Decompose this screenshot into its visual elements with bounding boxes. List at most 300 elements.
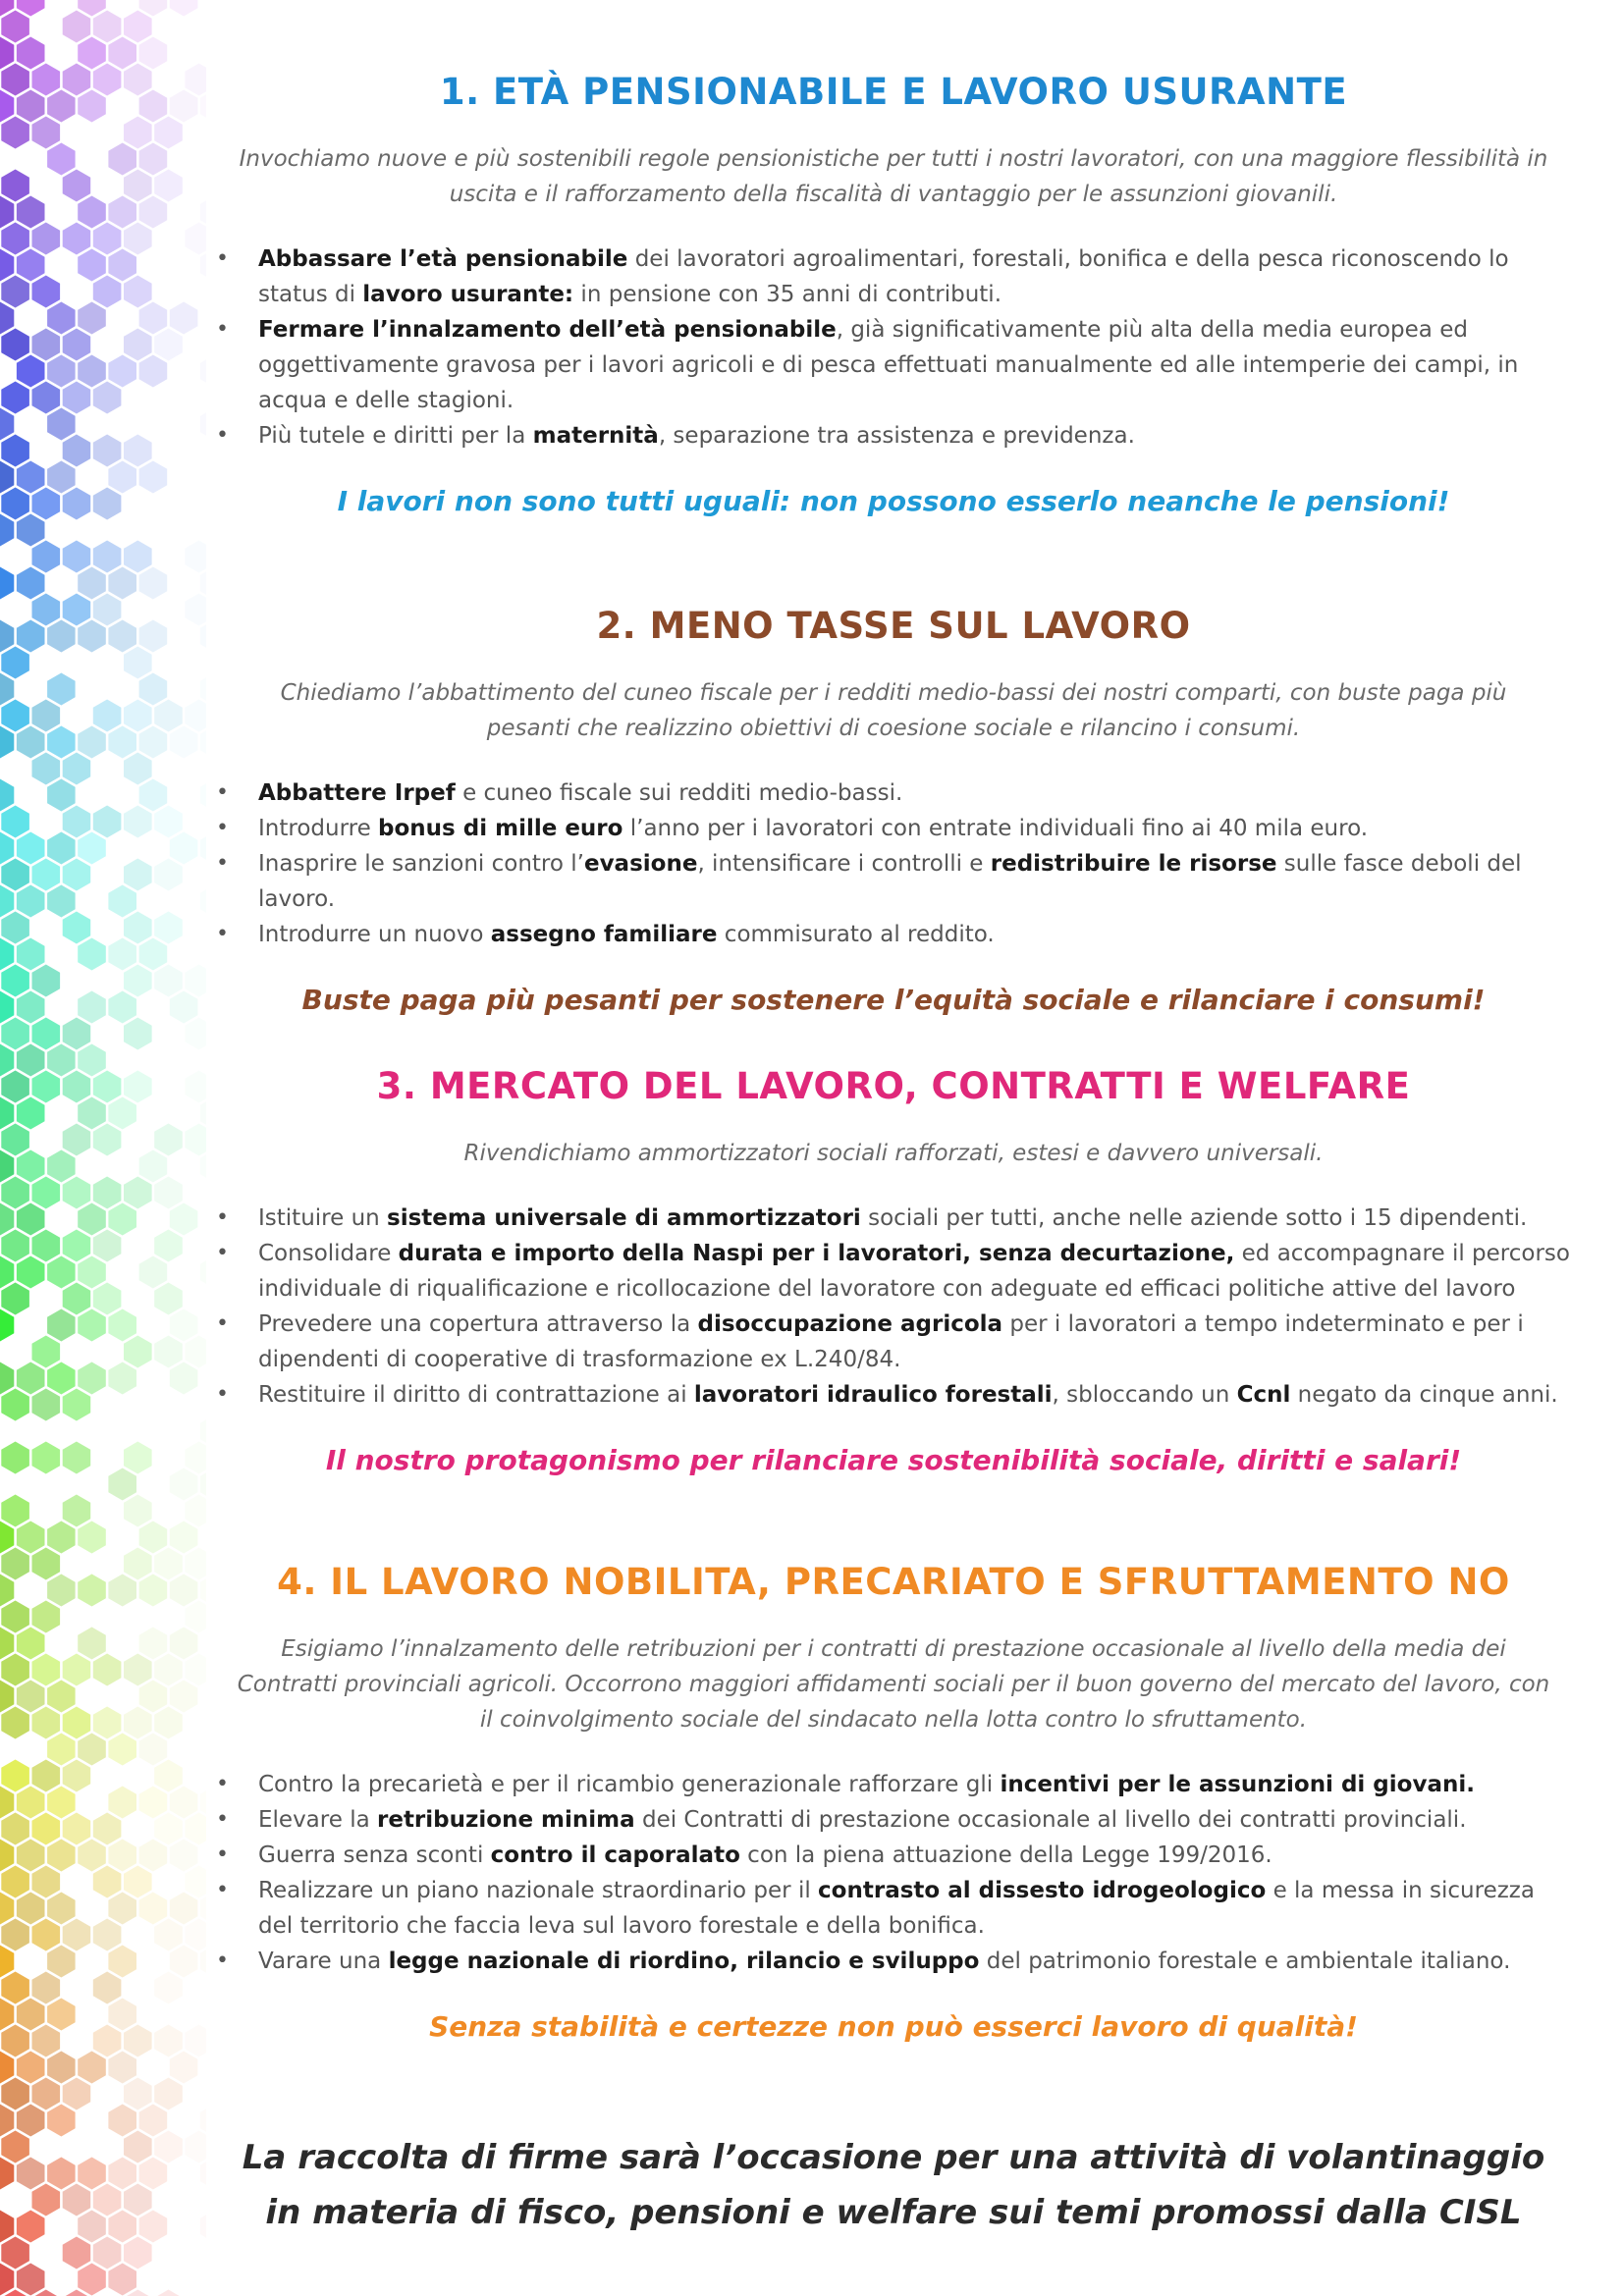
bullet-item [216, 1377, 1571, 1413]
hexagon-tile [170, 1840, 198, 1872]
hexagon-tile [47, 1150, 76, 1183]
hexagon-tile [63, 223, 90, 255]
hexagon-tile [139, 1734, 168, 1766]
section-pension [216, 71, 1571, 520]
hexagon-tile [32, 1548, 61, 1580]
section-precarious-work [216, 1561, 1571, 2046]
bullet-text: Introdurre un nuovo [258, 922, 491, 947]
hexagon-tile [185, 1813, 206, 1845]
hexagon-tile [1, 64, 29, 96]
hexagon-tile [63, 1813, 90, 1845]
hexagon-tile [17, 2211, 45, 2243]
hexagon-tile [17, 991, 45, 1024]
hexagon-tile [124, 64, 152, 96]
hexagon-tile [200, 2158, 206, 2190]
hexagon-tile [0, 1522, 14, 1554]
hexagon-tile [47, 408, 76, 441]
hexagon-tile [1, 1601, 29, 1633]
hexagon-tile [108, 461, 136, 494]
hexagon-tile [154, 1124, 183, 1156]
hexagon-tile [200, 408, 206, 441]
hexagon-tile [47, 1946, 76, 1978]
hexagon-tile [78, 302, 106, 335]
hexagon-tile [78, 1840, 106, 1872]
hexagon-tile [0, 938, 14, 971]
hexagon-tile [17, 249, 45, 282]
bullet-bold-text: disoccupazione agricola [697, 1311, 1003, 1337]
bullet-text: negato da cinque anni. [1290, 1382, 1558, 1408]
hexagon-tile [0, 726, 14, 759]
bullet-text: Istituire un [258, 1205, 388, 1231]
hexagon-tile [17, 1097, 45, 1130]
hexagon-tile [139, 1681, 168, 1713]
hexagon-tile [154, 912, 183, 944]
hexagon-tile [0, 1097, 14, 1130]
hexagon-tile [108, 2105, 136, 2137]
hexagon-tile [139, 1893, 168, 1925]
hexagon-tile [32, 594, 61, 626]
hexagon-tile [1, 1442, 29, 1474]
hexagon-tile [185, 1336, 206, 1368]
hexagon-tile [124, 1654, 152, 1686]
hexagon-tile [108, 1468, 136, 1501]
hexagon-tile [1, 2025, 29, 2057]
hexagon-tile [47, 885, 76, 918]
hexagon-tile [108, 2052, 136, 2084]
hexagon-tile [0, 461, 14, 494]
hexagon-tile [170, 1575, 198, 1607]
hexagon-tile [17, 514, 45, 547]
hexagon-tile [63, 382, 90, 414]
hexagon-tile [1, 1495, 29, 1527]
hexagon-tile [17, 567, 45, 600]
hexagon-tile [0, 1150, 14, 1183]
hexagon-tile [108, 885, 136, 918]
hexagon-tile [47, 2158, 76, 2190]
hexagon-tile [124, 276, 152, 308]
bullet-text: commisurato al reddito. [717, 922, 995, 947]
hexagon-tile [78, 726, 106, 759]
hexagon-tile [63, 1283, 90, 1315]
hexagon-tile [0, 2211, 14, 2243]
hexagon-tile [185, 541, 206, 573]
hexagon-tile [63, 1495, 90, 1527]
bullet-text: sociali per tutti, anche nelle aziende sotto i 15 dipendenti. [860, 1205, 1528, 1231]
hexagon-tile [154, 806, 183, 838]
hexagon-tile [32, 541, 61, 573]
hexagon-tile [200, 1893, 206, 1925]
hexagon-tile [108, 620, 136, 653]
hexagon-tile [93, 594, 122, 626]
hexagon-tile [1, 1283, 29, 1315]
hexagon-tile [154, 1707, 183, 1739]
hexagon-tile [17, 2105, 45, 2137]
hexagon-tile [1, 1548, 29, 1580]
decorative-honeycomb-border [0, 0, 206, 2296]
hexagon-tile [47, 1787, 76, 1819]
hexagon-tile [108, 1362, 136, 1395]
hexagon-tile [185, 1548, 206, 1580]
hexagon-tile [63, 2237, 90, 2269]
hexagon-tile [78, 1362, 106, 1395]
hexagon-tile [63, 541, 90, 573]
bullet-item [216, 1307, 1571, 1377]
hexagon-tile [47, 1522, 76, 1554]
hexagon-tile [0, 1309, 14, 1342]
hexagon-tile [124, 2184, 152, 2216]
hexagon-tile [47, 302, 76, 335]
hexagon-tile [17, 1150, 45, 1183]
section-intro: Chiediamo l’abbattimento del cuneo fiscale per i redditi medio-bassi dei nostri comparti, con buste paga più pesanti che realizzino obiettivi di coesione sociale e rilancino i consumi. [280, 680, 1507, 741]
hexagon-tile [78, 832, 106, 865]
hexagon-tile [1, 1124, 29, 1156]
hexagon-tile [63, 11, 90, 43]
hexagon-tile [78, 196, 106, 229]
hexagon-tile [93, 1919, 122, 1951]
hexagon-tile [63, 806, 90, 838]
closing-line-2: in materia di fisco, pensioni e welfare sui temi promossi dalla CISL [265, 2193, 1522, 2232]
hexagon-tile [32, 1336, 61, 1368]
hexagon-tile [47, 726, 76, 759]
bullet-text: , intensificare i controlli e [697, 851, 991, 877]
hexagon-tile [32, 753, 61, 785]
hexagon-tile [63, 435, 90, 467]
hexagon-tile [1, 276, 29, 308]
hexagon-tile [32, 965, 61, 997]
hexagon-tile [78, 1203, 106, 1236]
hexagon-tile [17, 2264, 45, 2296]
bullet-text: in pensione con 35 anni di contributi. [573, 282, 1002, 307]
hexagon-tile [32, 1654, 61, 1686]
document-body [216, 0, 1571, 2296]
hexagon-tile [0, 1999, 14, 2031]
bullet-bold-text: maternità [532, 423, 659, 449]
hexagon-tile [124, 1548, 152, 1580]
hexagon-tile [0, 1893, 14, 1925]
hexagon-tile [170, 1946, 198, 1978]
hexagon-tile [200, 1787, 206, 1819]
bullet-text: Inasprire le sanzioni contro l’ [258, 851, 584, 877]
section-title: 2. MENO TASSE SUL LAVORO [596, 605, 1191, 647]
hexagon-tile [185, 64, 206, 96]
hexagon-tile [0, 1256, 14, 1289]
hexagon-tile [170, 1893, 198, 1925]
hexagon-tile [154, 1336, 183, 1368]
bullet-list [216, 1201, 1571, 1413]
hexagon-tile [78, 1734, 106, 1766]
hexagon-tile [1, 1177, 29, 1209]
bullet-text: l’anno per i lavoratori con entrate individuali fino ai 40 mila euro. [623, 816, 1369, 841]
bullet-item [216, 846, 1571, 917]
hexagon-tile [154, 1177, 183, 1209]
hexagon-tile [139, 2211, 168, 2243]
hexagon-tile [78, 938, 106, 971]
hexagon-tile [17, 1893, 45, 1925]
hexagon-tile [93, 2184, 122, 2216]
hexagon-tile [17, 832, 45, 865]
bullet-item [216, 241, 1571, 312]
hexagon-tile [1, 806, 29, 838]
bullet-item [216, 1873, 1571, 1944]
bullet-bold-text: Abbassare l’età pensionabile [258, 246, 628, 272]
hexagon-tile [47, 143, 76, 176]
hexagon-tile [93, 1813, 122, 1845]
hexagon-tile [154, 2025, 183, 2057]
hexagon-tile [108, 2158, 136, 2190]
hexagon-tile [0, 2264, 14, 2296]
hexagon-tile [78, 37, 106, 70]
hexagon-tile [93, 1972, 122, 2004]
hexagon-tile [108, 355, 136, 388]
hexagon-tile [32, 382, 61, 414]
hexagon-tile [0, 832, 14, 865]
hexagon-tile [139, 1840, 168, 1872]
hexagon-tile [78, 249, 106, 282]
hexagon-tile [139, 620, 168, 653]
section-intro: Rivendichiamo ammortizzatori sociali rafforzati, estesi e davvero universali. [463, 1141, 1324, 1166]
hexagon-tile [47, 1681, 76, 1713]
hexagon-tile [108, 1787, 136, 1819]
hexagon-tile [93, 1071, 122, 1103]
hexagon-tile [93, 488, 122, 520]
hexagon-tile [1, 382, 29, 414]
hexagon-tile [0, 1840, 14, 1872]
hexagon-tile [32, 1018, 61, 1050]
bullet-text: Più tutele e diritti per la [258, 423, 533, 449]
hexagon-tile [0, 620, 14, 653]
hexagon-tile [1, 1866, 29, 1898]
hexagon-tile [185, 1124, 206, 1156]
hexagon-tile [78, 355, 106, 388]
hexagon-tile [1, 1230, 29, 1262]
hexagon-tile [32, 1760, 61, 1792]
hexagon-tile [154, 329, 183, 361]
hexagon-tile [47, 90, 76, 123]
hexagon-tile [17, 1362, 45, 1395]
hexagon-tile [200, 1468, 206, 1501]
hexagon-tile [0, 779, 14, 812]
section-intro: Invochiamo nuove e più sostenibili regole pensionistiche per tutti i nostri lavoratori, con una maggiore flessibilità in uscita e il rafforzamento della fiscalità di vantaggio per le assunzioni giovanili. [239, 146, 1548, 207]
bullet-text: Introdurre [258, 816, 379, 841]
hexagon-tile [1, 647, 29, 679]
hexagon-tile [1, 488, 29, 520]
hexagon-tile [170, 991, 198, 1024]
hexagon-tile [185, 2131, 206, 2163]
bullet-item [216, 1767, 1571, 1802]
hexagon-tile [32, 1707, 61, 1739]
hexagon-tile [139, 1628, 168, 1660]
hexagon-tile [93, 1866, 122, 1898]
bullet-item [216, 1802, 1571, 1838]
hexagon-tile [93, 2237, 122, 2269]
hexagon-tile [78, 567, 106, 600]
hexagon-tile [200, 196, 206, 229]
hexagon-tile [185, 1495, 206, 1527]
hexagon-tile [139, 2105, 168, 2137]
hexagon-tile [0, 2052, 14, 2084]
hexagon-tile [63, 1760, 90, 1792]
hexagon-tile [78, 1256, 106, 1289]
hexagon-tile [63, 64, 90, 96]
bullet-bold-text: lavoratori idraulico forestali [693, 1382, 1053, 1408]
hexagon-tile [17, 2052, 45, 2084]
bullet-list [216, 1767, 1571, 1979]
hexagon-tile [124, 2025, 152, 2057]
hexagon-tile [185, 1866, 206, 1898]
hexagon-tile [93, 435, 122, 467]
hexagon-tile [17, 355, 45, 388]
hexagon-tile [1, 965, 29, 997]
hexagon-tile [1, 2237, 29, 2269]
hexagon-tile [32, 1442, 61, 1474]
hexagon-tile [63, 1919, 90, 1951]
bullet-bold-text: durata e importo della Naspi per i lavoratori, senza decurtazione, [398, 1241, 1235, 1266]
hexagon-tile [0, 37, 14, 70]
hexagon-tile [17, 1787, 45, 1819]
hexagon-tile [200, 2211, 206, 2243]
hexagon-tile [108, 1575, 136, 1607]
bullet-text: ed accompagnare il percorso individuale di riqualificazione e ricollocazione del lavoratore con adeguate ed efficaci politiche attive del lavoro [258, 1241, 1570, 1302]
hexagon-tile [63, 1654, 90, 1686]
hexagon-tile [32, 1601, 61, 1633]
hexagon-tile [32, 859, 61, 891]
hexagon-tile [124, 1018, 152, 1050]
hexagon-tile [0, 249, 14, 282]
hexagon-tile [124, 647, 152, 679]
hexagon-tile [17, 1256, 45, 1289]
hexagon-tile [47, 1575, 76, 1607]
section-slogan: Il nostro protagonismo per rilanciare sostenibilità sociale, diritti e salari! [325, 1444, 1462, 1476]
hexagon-tile [78, 991, 106, 1024]
hexagon-tile [170, 302, 198, 335]
hexagon-tile [32, 329, 61, 361]
hexagon-tile [63, 1442, 90, 1474]
hexagon-tile [139, 1575, 168, 1607]
hexagon-tile [17, 1628, 45, 1660]
hexagon-tile [32, 117, 61, 149]
section-title: 4. IL LAVORO NOBILITA, PRECARIATO E SFRUTTAMENTO NO [277, 1561, 1510, 1603]
hexagon-tile [185, 223, 206, 255]
section-title: 3. MERCATO DEL LAVORO, CONTRATTI E WELFARE [376, 1065, 1411, 1107]
hexagon-tile [108, 567, 136, 600]
hexagon-tile [78, 2211, 106, 2243]
hexagon-tile [32, 64, 61, 96]
hexagon-tile [154, 1548, 183, 1580]
hexagon-tile [93, 382, 122, 414]
hexagon-tile [93, 64, 122, 96]
hexagon-tile [124, 912, 152, 944]
hexagon-tile [17, 461, 45, 494]
hexagon-tile [200, 885, 206, 918]
hexagon-tile [32, 2078, 61, 2110]
hexagon-tile [47, 1309, 76, 1342]
hexagon-tile [63, 1177, 90, 1209]
hexagon-tile [93, 700, 122, 732]
hexagon-tile [124, 223, 152, 255]
hexagon-tile [170, 1309, 198, 1342]
hexagon-tile [154, 170, 183, 202]
hexagon-tile [154, 1972, 183, 2004]
hexagon-tile [1, 1654, 29, 1686]
hexagon-tile [47, 1734, 76, 1766]
hexagon-tile [0, 1203, 14, 1236]
bullet-bold-text: assegno familiare [490, 922, 718, 947]
hexagon-tile [170, 1203, 198, 1236]
hexagon-tile [78, 620, 106, 653]
hexagon-tile [124, 965, 152, 997]
hexagon-tile [108, 1999, 136, 2031]
bullet-text: dei Contratti di prestazione occasionale al livello dei contratti provinciali. [634, 1807, 1467, 1833]
bullet-text: , sbloccando un [1052, 1382, 1237, 1408]
bullet-bold-text: retribuzione minima [377, 1807, 635, 1833]
hexagon-tile [124, 329, 152, 361]
hexagon-tile [154, 1230, 183, 1262]
hexagon-tile [1, 2131, 29, 2163]
hexagon-tile [1, 1919, 29, 1951]
hexagon-tile [185, 594, 206, 626]
hexagon-tile [78, 1309, 106, 1342]
bullet-bold-text: contro il caporalato [490, 1842, 740, 1868]
hexagon-tile [185, 2025, 206, 2057]
hexagon-tile [185, 1601, 206, 1633]
bullet-bold-text: evasione [583, 851, 698, 877]
hexagon-tile [200, 249, 206, 282]
hexagon-tile [63, 594, 90, 626]
bullet-text: Contro la precarietà e per il ricambio generazionale rafforzare gli [258, 1772, 1001, 1797]
hexagon-tile [170, 1468, 198, 1501]
hexagon-tile [0, 90, 14, 123]
hexagon-tile [17, 196, 45, 229]
bullet-text: e cuneo fiscale sui redditi medio-bassi. [455, 780, 903, 806]
hexagon-tile [93, 1177, 122, 1209]
bullet-text: Prevedere una copertura attraverso la [258, 1311, 698, 1337]
hexagon-tile [63, 329, 90, 361]
bullet-item [216, 811, 1571, 846]
hexagon-tile [93, 1654, 122, 1686]
hexagon-tile [0, 1575, 14, 1607]
hexagon-tile [200, 2105, 206, 2137]
bullet-text: e la messa in sicurezza del territorio che faccia leva sul lavoro forestale e della bonifica. [258, 1878, 1535, 1939]
hexagon-tile [170, 832, 198, 865]
section-title: 1. ETÀ PENSIONABILE E LAVORO USURANTE [439, 71, 1348, 113]
hexagon-tile [124, 1336, 152, 1368]
bullet-bold-text: Abbattere Irpef [258, 780, 456, 806]
hexagon-tile [108, 2211, 136, 2243]
bullet-text: per i lavoratori a tempo indeterminato e per i dipendenti di cooperative di trasformazione ex L.240/84. [258, 1311, 1524, 1372]
hexagon-tile [0, 673, 14, 706]
hexagon-tile [93, 2025, 122, 2057]
bullet-text: con la piena attuazione della Legge 199/2016. [739, 1842, 1272, 1868]
hexagon-tile [32, 2184, 61, 2216]
hexagon-tile [17, 1044, 45, 1077]
hexagon-tile [200, 567, 206, 600]
hexagon-tile [78, 2264, 106, 2296]
hexagon-tile [1, 912, 29, 944]
hexagon-tile [154, 700, 183, 732]
hexagon-tile [200, 779, 206, 812]
bullet-item [216, 775, 1571, 811]
section-slogan: Buste paga più pesanti per sostenere l’equità sociale e rilanciare i consumi! [301, 984, 1486, 1016]
hexagon-tile [124, 435, 152, 467]
hexagon-tile [0, 302, 14, 335]
hexagon-tile [170, 1681, 198, 1713]
hexagon-tile [124, 2078, 152, 2110]
hexagon-tile [154, 1760, 183, 1792]
hexagon-tile [17, 1840, 45, 1872]
hexagon-tile [47, 355, 76, 388]
hexagon-tile [1, 1972, 29, 2004]
hexagon-tile [185, 1919, 206, 1951]
